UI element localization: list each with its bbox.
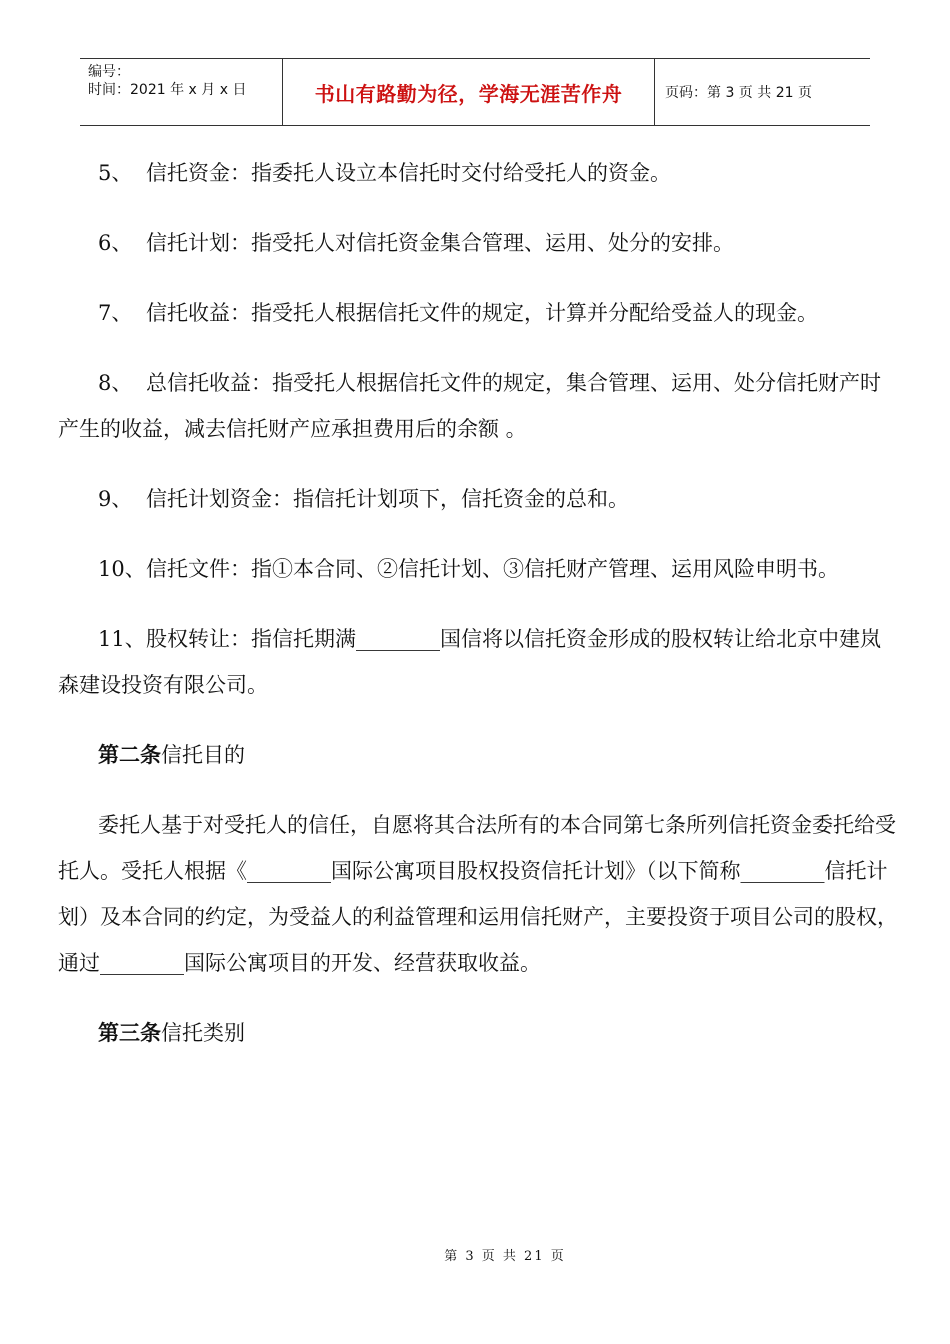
item-text: 信托计划：指受托人对信托资金集合管理、运用、处分的安排。	[146, 231, 734, 255]
article-number: 第三条	[98, 1020, 161, 1045]
article-number: 第二条	[98, 742, 161, 767]
article-heading	[58, 732, 898, 778]
definition-item	[58, 546, 898, 592]
page-header	[80, 58, 870, 126]
article-heading	[58, 1010, 898, 1056]
item-number: 7、	[98, 301, 133, 325]
item-text: 信托文件：指①本合同、②信托计划、③信托财产管理、运用风险申明书。	[146, 557, 839, 581]
definition-item	[58, 616, 898, 708]
definition-item	[58, 150, 898, 196]
document-time-label: 时间：2021 年 x 月 x 日	[88, 82, 247, 98]
header-meta	[80, 59, 282, 125]
header-page-info: 页码：第 3 页 共 21 页	[665, 85, 812, 101]
document-number-label: 编号：	[88, 64, 130, 80]
item-text: 信托收益：指受托人根据信托文件的规定，计算并分配给受益人的现金。	[146, 301, 818, 325]
item-text: 总信托收益：指受托人根据信托文件的规定，集合管理、运用、处分信托财产时产生的收益，减去信托财产应承担费用后的余额 。	[58, 371, 881, 441]
item-number: 6、	[98, 231, 133, 255]
article-title: 信托类别	[161, 1021, 245, 1045]
definition-item	[58, 476, 898, 522]
item-number: 5、	[98, 161, 133, 185]
item-number: 11、	[98, 627, 146, 651]
item-text: 信托资金：指委托人设立本信托时交付给受托人的资金。	[146, 161, 671, 185]
item-text: 股权转让：指信托期满________国信将以信托资金形成的股权转让给北京中建岚森建设投资有限公司。	[58, 627, 881, 697]
item-number: 9、	[98, 487, 133, 511]
document-body	[58, 150, 898, 1080]
article-title: 信托目的	[161, 743, 245, 767]
item-number: 8、	[98, 371, 133, 395]
header-motto: 书山有路勤为径，学海无涯苦作舟	[282, 59, 655, 125]
article-body: 委托人基于对受托人的信任，自愿将其合法所有的本合同第七条所列信托资金委托给受托人。受托人根据《________国际公寓项目股权投资信托计划》（以下简称________信托计划）及本合同的约定，为受益人的利益管理和运用信托财产，主要投资于项目公司的股权，通过________国际公寓项目的开发、经营获取收益。	[58, 813, 898, 975]
item-text: 信托计划资金：指信托计划项下，信托资金的总和。	[146, 487, 629, 511]
definition-item	[58, 220, 898, 266]
page-footer: 第 3 页 共 21 页	[444, 1249, 566, 1264]
definition-item	[58, 290, 898, 336]
definition-item	[58, 360, 898, 452]
item-number: 10、	[98, 557, 146, 581]
